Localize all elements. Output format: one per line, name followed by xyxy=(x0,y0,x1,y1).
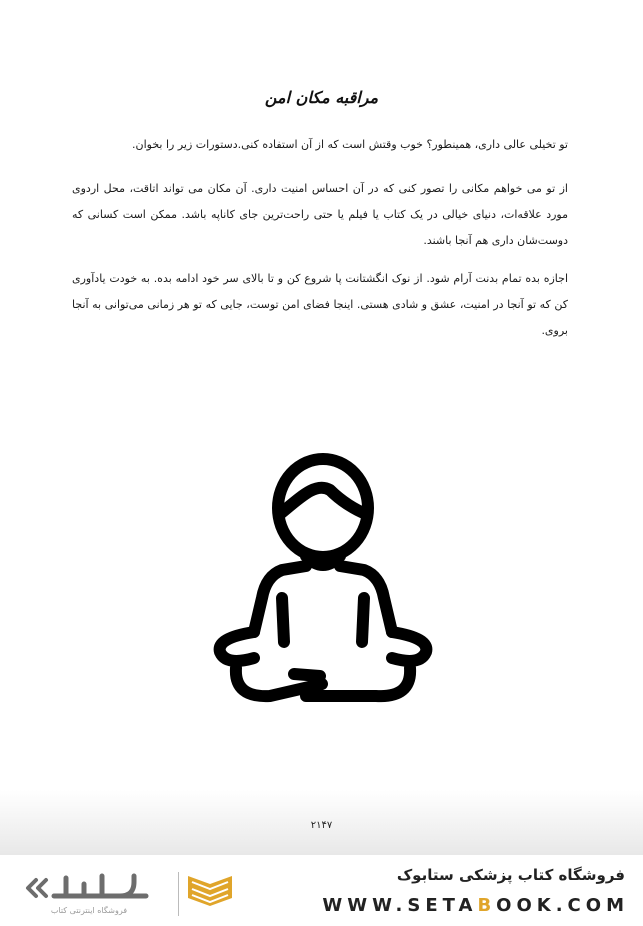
meditation-person-icon xyxy=(210,452,435,704)
url-part-accent: B xyxy=(477,895,497,916)
url-part-start: WWW.SETA xyxy=(322,895,478,916)
page-number: ۲۱۴۷ xyxy=(310,820,333,831)
store-name: فروشگاه کتاب پزشکی ستابوک xyxy=(396,866,625,884)
page-title: مراقبه مکان امن xyxy=(264,88,379,107)
logo-divider xyxy=(178,872,179,916)
paragraph-intro: تو تخیلی عالی داری، همینطور؟ خوب وقتش است که از آن استفاده کنی.دستورات زیر را بخوان. xyxy=(132,138,568,151)
paragraph-relax: اجازه بده تمام بدنت آرام شود. از نوک انگشتانت پا شروع کن و تا بالای سر خود ادامه بده. به خودت یادآوری کن که تو آنجا در امنیت، عشق و شادی هستی. اینجا فضای امن توست، جایی که تو هر زمانی می‌توانی به آنجا بروی. xyxy=(72,272,568,337)
logo-subtitle: فروشگاه اینترنتی کتاب xyxy=(50,906,128,915)
url-part-end: OOK.COM xyxy=(496,895,629,916)
store-url[interactable] xyxy=(322,895,629,916)
paragraph-imagine: از تو می خواهم مکانی را تصور کنی که در آن احساس امنیت داری. آن مکان می تواند اتاقت، محل اردوی مورد علاقه‌ات، دنیای خیالی در یک کتاب یا فیلم یا حتی راحت‌ترین جای کاناپه باشد. ممکن است کسانی که دوست‌شان داری هم آنجا باشند. xyxy=(72,182,568,247)
